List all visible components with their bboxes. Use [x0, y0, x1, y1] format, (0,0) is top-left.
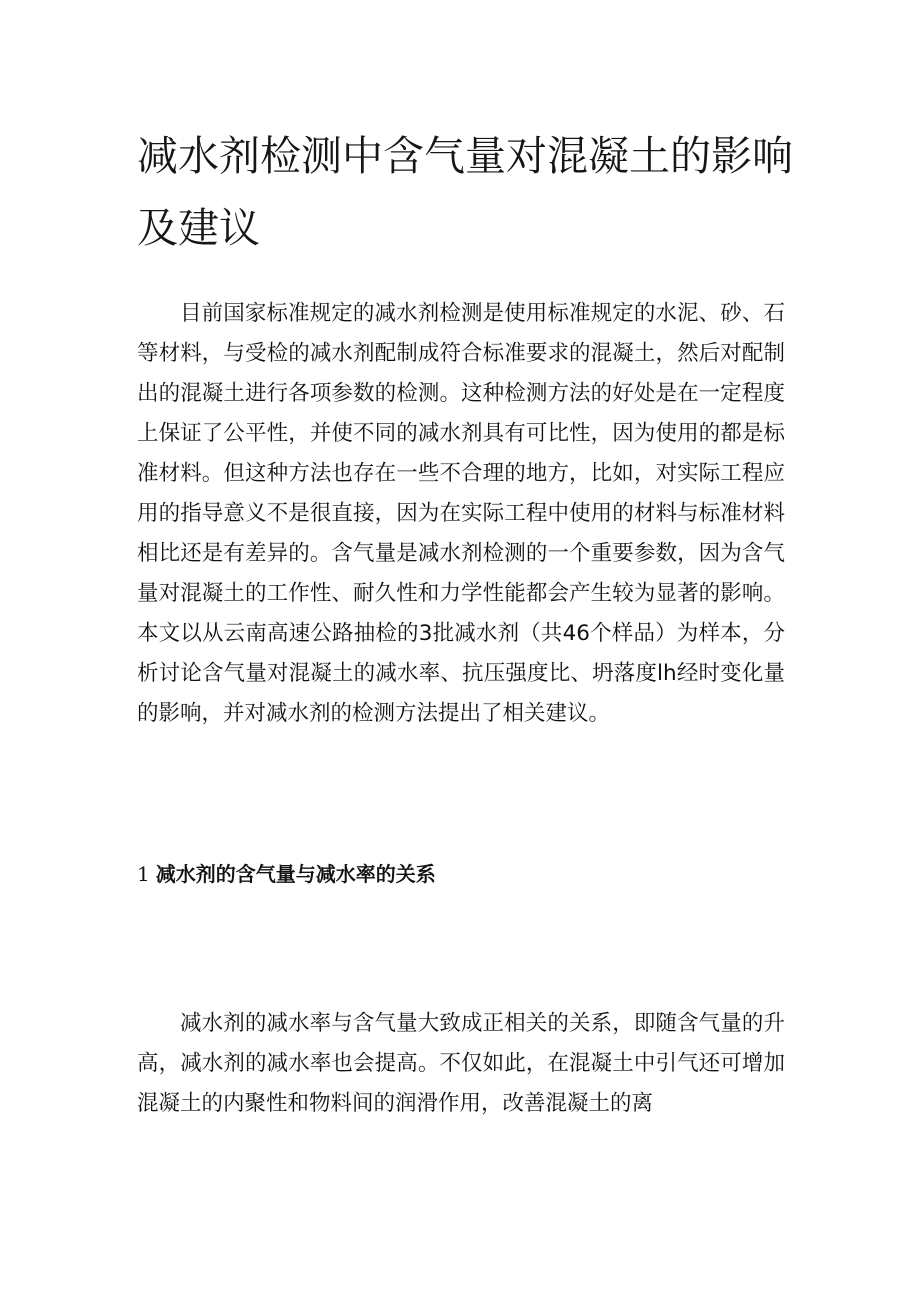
section-title: 减水剂的含气量与减水率的关系	[155, 862, 436, 886]
section-heading	[137, 858, 436, 890]
section-number: 1	[137, 862, 150, 886]
section-paragraph: 减水剂的减水率与含气量大致成正相关的关系，即随含气量的升高，减水剂的减水率也会提高。不仅如此，在混凝土中引气还可增加混凝土的内聚性和物料间的润滑作用，改善混凝土的离	[137, 1011, 785, 1116]
document-title: 减水剂检测中含气量对混凝土的影响及建议	[137, 132, 793, 252]
intro-paragraph: 目前国家标准规定的减水剂检测是使用标准规定的水泥、砂、石等材料，与受检的减水剂配制成符合标准要求的混凝土，然后对配制出的混凝土进行各项参数的检测。这种检测方法的好处是在一定程度上保证了公平性，并使不同的减水剂具有可比性，因为使用的都是标准材料。但这种方法也存在一些不合理的地方，比如，对实际工程应用的指导意义不是很直接，因为在实际工程中使用的材料与标准材料相比还是有差异的。含气量是减水剂检测的一个重要参数，因为含气量对混凝土的工作性、耐久性和力学性能都会产生较为显著的影响。本文以从云南高速公路抽检的3批减水剂（共46个样品）为样本，分析讨论含气量对混凝土的减水率、抗压强度比、坍落度lh经时变化量的影响，并对减水剂的检测方法提出了相关建议。	[137, 301, 785, 726]
